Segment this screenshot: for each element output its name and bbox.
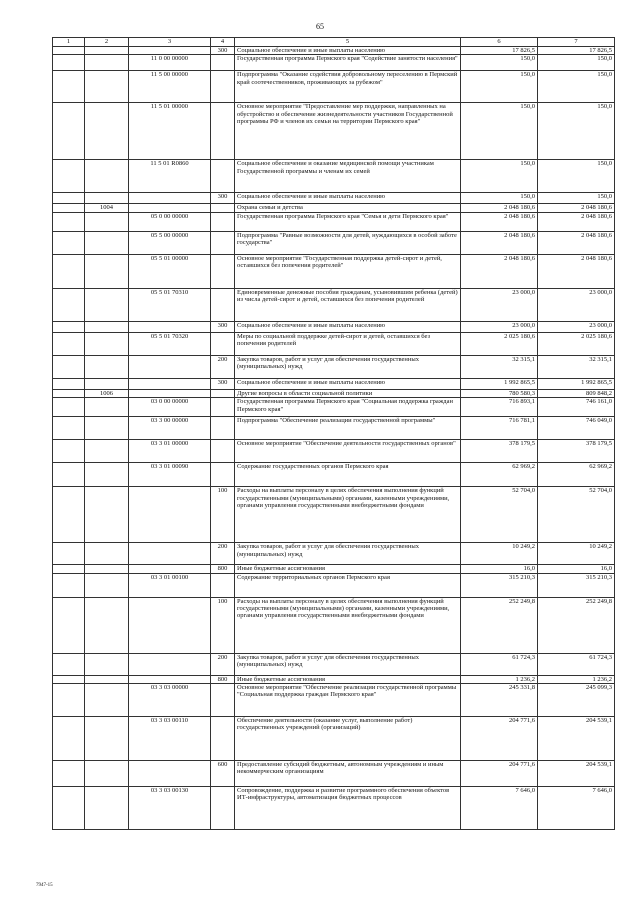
cell-c5: Социальное обеспечение и иные выплаты населению (235, 193, 461, 204)
cell-c2 (85, 321, 129, 332)
cell-c2 (85, 761, 129, 787)
table-row (53, 487, 615, 543)
cell-c3: 03 3 01 00090 (129, 463, 211, 487)
cell-c6: 32 315,1 (461, 355, 538, 378)
cell-c3 (129, 193, 211, 204)
cell-c6: 17 826,5 (461, 47, 538, 55)
table-row (53, 565, 615, 573)
cell-c5: Иные бюджетные ассигнования (235, 565, 461, 573)
cell-c1 (53, 321, 85, 332)
table-row (53, 332, 615, 355)
cell-c3: 03 3 00 00000 (129, 417, 211, 440)
cell-c5: Социальное обеспечение и иные выплаты населению (235, 378, 461, 389)
cell-c2 (85, 231, 129, 254)
cell-c3: 05 5 01 70310 (129, 288, 211, 321)
cell-c3 (129, 321, 211, 332)
cell-c6: 1 992 865,5 (461, 378, 538, 389)
table-row (53, 193, 615, 204)
table-row (53, 684, 615, 717)
cell-c2: 1006 (85, 389, 129, 397)
cell-c4 (211, 71, 235, 103)
cell-c7: 252 249,8 (538, 597, 615, 653)
cell-c6: 2 048 180,6 (461, 254, 538, 288)
table-row (53, 417, 615, 440)
table-row (53, 675, 615, 683)
cell-c7: 10 249,2 (538, 543, 615, 565)
table-row (53, 321, 615, 332)
cell-c2 (85, 487, 129, 543)
cell-c3 (129, 565, 211, 573)
cell-c7: 204 539,1 (538, 717, 615, 761)
cell-c6: 2 048 180,6 (461, 212, 538, 231)
cell-c3: 11 5 01 R0860 (129, 160, 211, 193)
table-row (53, 47, 615, 55)
table-row (53, 573, 615, 597)
cell-c2 (85, 787, 129, 830)
cell-c7: 23 000,0 (538, 288, 615, 321)
cell-c7: 1 992 865,5 (538, 378, 615, 389)
cell-c6: 315 210,3 (461, 573, 538, 597)
cell-c4 (211, 440, 235, 463)
cell-c3 (129, 675, 211, 683)
cell-c1 (53, 717, 85, 761)
cell-c4 (211, 417, 235, 440)
cell-c7: 2 048 180,6 (538, 254, 615, 288)
cell-c2 (85, 565, 129, 573)
cell-c3 (129, 378, 211, 389)
cell-c2 (85, 103, 129, 160)
cell-c1 (53, 204, 85, 212)
cell-c6: 150,0 (461, 103, 538, 160)
cell-c5: Подпрограмма "Равные возможности для детей, нуждающихся в особой заботе государства" (235, 231, 461, 254)
cell-c1 (53, 212, 85, 231)
cell-c3 (129, 204, 211, 212)
cell-c4: 300 (211, 321, 235, 332)
header-cell-2: 2 (85, 38, 129, 47)
cell-c5: Социальное обеспечение и иные выплаты населению (235, 47, 461, 55)
cell-c7: 2 048 180,6 (538, 212, 615, 231)
cell-c5: Основное мероприятие "Обеспечение деятельности государственных органов" (235, 440, 461, 463)
cell-c4: 800 (211, 675, 235, 683)
cell-c4 (211, 212, 235, 231)
cell-c4 (211, 231, 235, 254)
cell-c2 (85, 212, 129, 231)
cell-c2 (85, 440, 129, 463)
cell-c5: Закупка товаров, работ и услуг для обеспечения государственных (муниципальных) нужд (235, 355, 461, 378)
cell-c6: 2 048 180,6 (461, 204, 538, 212)
cell-c5: Единовременные денежные пособия гражданам, усыновившим ребенка (детей) из числа детей-сирот и детей, оставшихся без попечения родителей (235, 288, 461, 321)
cell-c5: Обеспечение деятельности (оказание услуг, выполнение работ) государственных учреждений (организаций) (235, 717, 461, 761)
cell-c7: 204 539,1 (538, 761, 615, 787)
table-row (53, 389, 615, 397)
table-row (53, 463, 615, 487)
cell-c7: 17 826,5 (538, 47, 615, 55)
cell-c5: Расходы на выплаты персоналу в целях обеспечения выполнения функций государственными (муниципальными) органами, казенными учреждениями, органами управления государственными внебюджетными фондами (235, 487, 461, 543)
cell-c1 (53, 463, 85, 487)
cell-c7: 150,0 (538, 103, 615, 160)
cell-c1 (53, 71, 85, 103)
cell-c5: Государственная программа Пермского края "Социальная поддержка граждан Пермского края" (235, 398, 461, 417)
cell-c3 (129, 389, 211, 397)
cell-c6: 10 249,2 (461, 543, 538, 565)
table-row (53, 653, 615, 675)
cell-c2 (85, 573, 129, 597)
table-row (53, 717, 615, 761)
table-row (53, 288, 615, 321)
cell-c4 (211, 389, 235, 397)
cell-c1 (53, 761, 85, 787)
cell-c7: 378 179,5 (538, 440, 615, 463)
cell-c7: 32 315,1 (538, 355, 615, 378)
table-row (53, 204, 615, 212)
cell-c4 (211, 398, 235, 417)
cell-c3: 05 5 01 70320 (129, 332, 211, 355)
cell-c6: 252 249,8 (461, 597, 538, 653)
cell-c1 (53, 543, 85, 565)
table-row (53, 103, 615, 160)
table-row (53, 231, 615, 254)
cell-c7: 1 236,2 (538, 675, 615, 683)
cell-c2 (85, 675, 129, 683)
cell-c2 (85, 378, 129, 389)
cell-c7: 2 025 180,6 (538, 332, 615, 355)
cell-c6: 150,0 (461, 71, 538, 103)
cell-c1 (53, 254, 85, 288)
cell-c5: Закупка товаров, работ и услуг для обеспечения государственных (муниципальных) нужд (235, 543, 461, 565)
cell-c4 (211, 288, 235, 321)
cell-c1 (53, 55, 85, 71)
cell-c7: 315 210,3 (538, 573, 615, 597)
cell-c4 (211, 684, 235, 717)
cell-c3: 03 3 03 00000 (129, 684, 211, 717)
cell-c7: 150,0 (538, 160, 615, 193)
cell-c2 (85, 288, 129, 321)
cell-c6: 62 969,2 (461, 463, 538, 487)
cell-c3 (129, 487, 211, 543)
cell-c1 (53, 193, 85, 204)
cell-c7: 245 099,3 (538, 684, 615, 717)
cell-c5: Другие вопросы в области социальной политики (235, 389, 461, 397)
cell-c1 (53, 355, 85, 378)
cell-c3: 03 3 01 00000 (129, 440, 211, 463)
cell-c6: 2 048 180,6 (461, 231, 538, 254)
cell-c3 (129, 597, 211, 653)
cell-c1 (53, 332, 85, 355)
cell-c6: 204 771,6 (461, 717, 538, 761)
cell-c1 (53, 675, 85, 683)
cell-c7: 809 848,2 (538, 389, 615, 397)
header-cell-1: 1 (53, 38, 85, 47)
cell-c6: 150,0 (461, 160, 538, 193)
cell-c3 (129, 543, 211, 565)
cell-c2 (85, 47, 129, 55)
page-number: 65 (316, 22, 324, 31)
cell-c4: 300 (211, 193, 235, 204)
cell-c1 (53, 597, 85, 653)
cell-c3: 11 5 00 00000 (129, 71, 211, 103)
table-row (53, 787, 615, 830)
cell-c3 (129, 47, 211, 55)
cell-c3: 11 5 01 00000 (129, 103, 211, 160)
cell-c3: 03 3 01 00100 (129, 573, 211, 597)
cell-c3: 03 0 00 00000 (129, 398, 211, 417)
cell-c2 (85, 71, 129, 103)
cell-c4: 300 (211, 378, 235, 389)
cell-c2 (85, 398, 129, 417)
cell-c4: 200 (211, 543, 235, 565)
cell-c7: 61 724,3 (538, 653, 615, 675)
cell-c6: 716 893,1 (461, 398, 538, 417)
cell-c4: 800 (211, 565, 235, 573)
cell-c6: 204 771,6 (461, 761, 538, 787)
cell-c7: 2 048 180,6 (538, 204, 615, 212)
cell-c5: Подпрограмма "Оказание содействия добровольному переселению в Пермский край соотечественников, проживающих за рубежом" (235, 71, 461, 103)
cell-c4 (211, 254, 235, 288)
cell-c4: 100 (211, 487, 235, 543)
header-cell-7: 7 (538, 38, 615, 47)
cell-c6: 780 580,3 (461, 389, 538, 397)
cell-c2 (85, 254, 129, 288)
cell-c7: 746 161,0 (538, 398, 615, 417)
cell-c2 (85, 653, 129, 675)
cell-c2 (85, 160, 129, 193)
cell-c4: 300 (211, 47, 235, 55)
cell-c4 (211, 787, 235, 830)
cell-c5: Основное мероприятие "Обеспечение реализации государственной программы "Социальная поддержка граждан Пермского края" (235, 684, 461, 717)
table-row (53, 761, 615, 787)
cell-c4 (211, 204, 235, 212)
cell-c5: Содержание территориальных органов Пермского края (235, 573, 461, 597)
cell-c6: 150,0 (461, 193, 538, 204)
cell-c1 (53, 440, 85, 463)
cell-c5: Закупка товаров, работ и услуг для обеспечения государственных (муниципальных) нужд (235, 653, 461, 675)
table-row (53, 254, 615, 288)
cell-c1 (53, 487, 85, 543)
cell-c7: 16,0 (538, 565, 615, 573)
cell-c6: 7 646,0 (461, 787, 538, 830)
cell-c7: 2 048 180,6 (538, 231, 615, 254)
cell-c1 (53, 160, 85, 193)
cell-c2 (85, 332, 129, 355)
table-row (53, 543, 615, 565)
cell-c1 (53, 389, 85, 397)
cell-c3: 05 0 00 00000 (129, 212, 211, 231)
table-row (53, 355, 615, 378)
header-cell-6: 6 (461, 38, 538, 47)
cell-c6: 16,0 (461, 565, 538, 573)
cell-c4: 100 (211, 597, 235, 653)
cell-c3: 11 0 00 00000 (129, 55, 211, 71)
cell-c6: 150,0 (461, 55, 538, 71)
cell-c7: 150,0 (538, 71, 615, 103)
cell-c5: Основное мероприятие "Государственная поддержка детей-сирот и детей, оставшихся без попечения родителей" (235, 254, 461, 288)
cell-c5: Предоставление субсидий бюджетным, автономным учреждениям и иным некоммерческим организациям (235, 761, 461, 787)
table-row (53, 398, 615, 417)
table-row (53, 71, 615, 103)
header-cell-4: 4 (211, 38, 235, 47)
cell-c6: 716 781,1 (461, 417, 538, 440)
cell-c7: 746 049,0 (538, 417, 615, 440)
cell-c3: 05 5 00 00000 (129, 231, 211, 254)
header-cell-5: 5 (235, 38, 461, 47)
cell-c3 (129, 653, 211, 675)
cell-c5: Социальное обеспечение и оказание медицинской помощи участникам Государственной программы и членам их семей (235, 160, 461, 193)
cell-c6: 378 179,5 (461, 440, 538, 463)
cell-c5: Государственная программа Пермского края "Семья и дети Пермского края" (235, 212, 461, 231)
cell-c6: 2 025 180,6 (461, 332, 538, 355)
cell-c5: Содержание государственных органов Пермского края (235, 463, 461, 487)
cell-c4: 200 (211, 653, 235, 675)
cell-c6: 61 724,3 (461, 653, 538, 675)
cell-c2 (85, 717, 129, 761)
cell-c4: 200 (211, 355, 235, 378)
cell-c2 (85, 597, 129, 653)
footer-code: 7947-15 (36, 883, 53, 888)
table-body (53, 47, 615, 830)
cell-c4: 600 (211, 761, 235, 787)
cell-c6: 23 000,0 (461, 321, 538, 332)
table-row (53, 160, 615, 193)
cell-c1 (53, 565, 85, 573)
cell-c2 (85, 55, 129, 71)
table-row (53, 378, 615, 389)
cell-c5: Государственная программа Пермского края "Содействие занятости населения" (235, 55, 461, 71)
cell-c5: Подпрограмма "Обеспечение реализации государственной программы" (235, 417, 461, 440)
cell-c7: 52 704,0 (538, 487, 615, 543)
cell-c5: Расходы на выплаты персоналу в целях обеспечения выполнения функций государственными (муниципальными) органами, казенными учреждениями, органами управления государственными внебюджетными фондами (235, 597, 461, 653)
cell-c1 (53, 417, 85, 440)
cell-c1 (53, 684, 85, 717)
cell-c3: 03 3 03 00130 (129, 787, 211, 830)
cell-c7: 7 646,0 (538, 787, 615, 830)
cell-c4 (211, 160, 235, 193)
header-row (53, 38, 615, 47)
cell-c2 (85, 684, 129, 717)
cell-c2 (85, 417, 129, 440)
cell-c6: 245 331,8 (461, 684, 538, 717)
cell-c1 (53, 288, 85, 321)
cell-c3 (129, 355, 211, 378)
cell-c4 (211, 55, 235, 71)
cell-c2 (85, 193, 129, 204)
cell-c1 (53, 378, 85, 389)
cell-c1 (53, 47, 85, 55)
cell-c5: Меры по социальной поддержке детей-сирот и детей, оставшихся без попечения родителей (235, 332, 461, 355)
cell-c2: 1004 (85, 204, 129, 212)
cell-c5: Социальное обеспечение и иные выплаты населению (235, 321, 461, 332)
cell-c2 (85, 543, 129, 565)
header-cell-3: 3 (129, 38, 211, 47)
cell-c6: 23 000,0 (461, 288, 538, 321)
cell-c1 (53, 103, 85, 160)
cell-c5: Сопровождение, поддержка и развитие программного обеспечения объектов ИТ-инфраструктуры, автоматизация бюджетных процессов (235, 787, 461, 830)
cell-c6: 1 236,2 (461, 675, 538, 683)
cell-c3: 03 3 03 00110 (129, 717, 211, 761)
cell-c7: 150,0 (538, 193, 615, 204)
cell-c4 (211, 103, 235, 160)
cell-c4 (211, 573, 235, 597)
cell-c2 (85, 355, 129, 378)
cell-c4 (211, 463, 235, 487)
cell-c4 (211, 717, 235, 761)
cell-c2 (85, 463, 129, 487)
cell-c1 (53, 231, 85, 254)
cell-c3 (129, 761, 211, 787)
cell-c3: 05 5 01 00000 (129, 254, 211, 288)
cell-c5: Основное мероприятие "Предоставление мер поддержки, направленных на обустройство и обеспечение жизнедеятельности участников Государственной программы РФ и членов их семьи на территории Пермского края" (235, 103, 461, 160)
cell-c5: Иные бюджетные ассигнования (235, 675, 461, 683)
table-row (53, 55, 615, 71)
cell-c7: 62 969,2 (538, 463, 615, 487)
cell-c4 (211, 332, 235, 355)
cell-c1 (53, 787, 85, 830)
cell-c1 (53, 398, 85, 417)
cell-c1 (53, 653, 85, 675)
cell-c7: 150,0 (538, 55, 615, 71)
table-row (53, 597, 615, 653)
cell-c6: 52 704,0 (461, 487, 538, 543)
cell-c5: Охрана семьи и детства (235, 204, 461, 212)
budget-table (52, 37, 615, 830)
table-row (53, 440, 615, 463)
cell-c1 (53, 573, 85, 597)
table-row (53, 212, 615, 231)
cell-c7: 23 000,0 (538, 321, 615, 332)
